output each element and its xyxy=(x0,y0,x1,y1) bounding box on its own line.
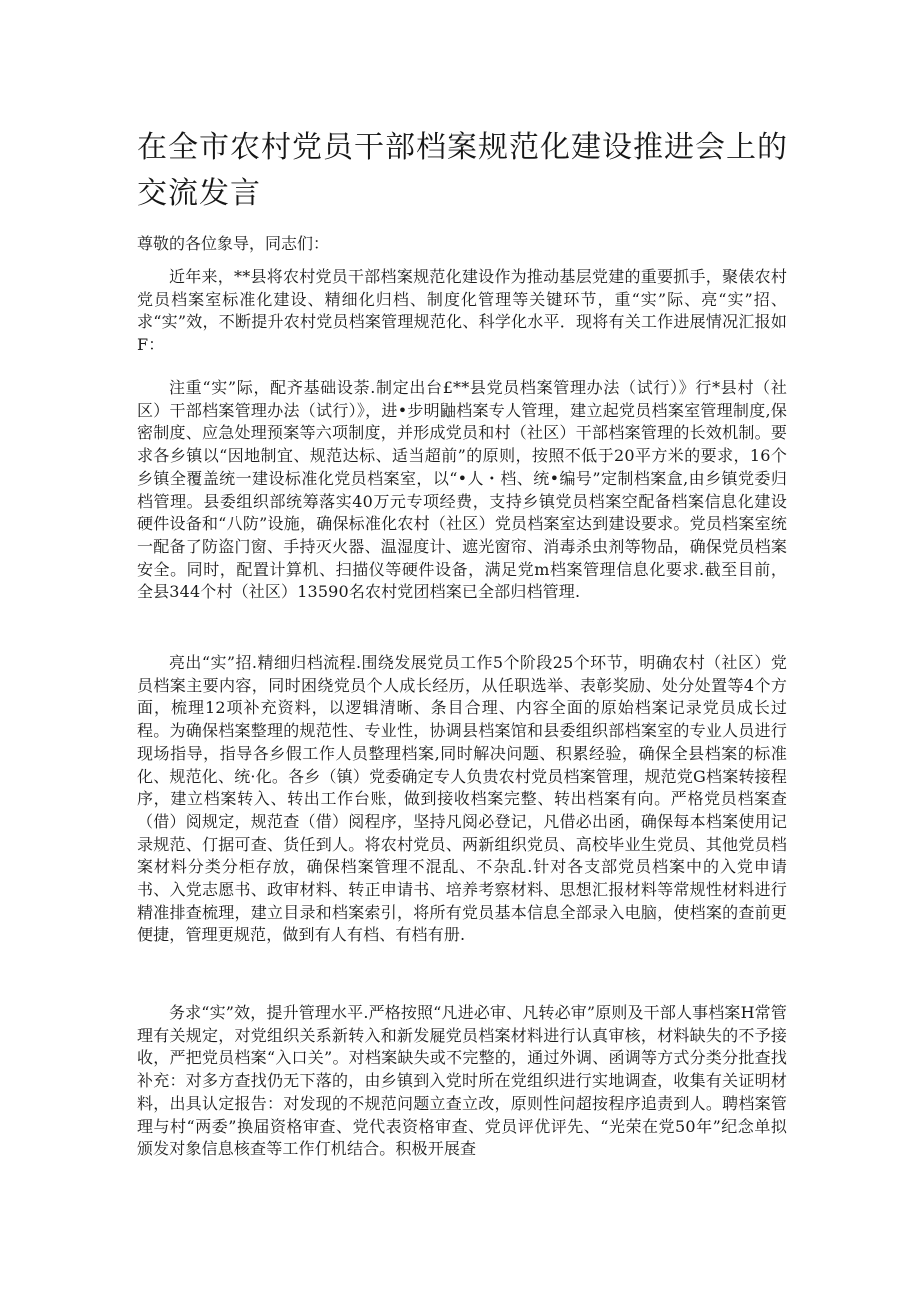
paragraph-intro: 近年来，**县将农村党员干部档案规范化建设作为推动基层党建的重要抓手，聚俵农村党员档案室标准化建设、精细化归档、制度化管理等关键环节，重“实”际、亮“实”招、求“实”效，不断提升农村党员档案管理规范化、科学化水平．现将有关工作进展情况汇报如F： xyxy=(137,267,787,355)
paragraph-management-level: 务求“实”效，提升管理水平.严格按照“凡进必审、凡转必审”原则及干部人事档案H常管理有关规定，对党组织关系新转入和新发屣党员档案材料进行认真审核，材料缺失的不予接收，严把党员档案“入口关”。对档案缺失或不完整的，通过外调、函调等方式分类分批查找补充：对多方查找仍无下落的，由乡镇到入党时所在党组织进行实地调查，收集有关证明材料，出具认定报告：对发现的不规范问题立查立改，原则性问超按程序追责到人。聘档案管理与村“两委”换届资格审查、党代表资格审查、党员评优评先、“光荣在党50年”纪念单拟颁发对象信息核查等工作仃机结合。积极开展查 xyxy=(137,1003,787,1159)
document-title: 在全市农村党员干部档案规范化建设推进会上的交流发言 xyxy=(137,130,788,211)
salutation: 尊敬的各位象导，同志们： xyxy=(137,234,330,253)
paragraph-archiving-process: 亮出“实”招.精细归档流程.围绕发展党员工作5个阶段25个环节，明确农村（社区）党员档案主要内容，同时困绕党员个人成长经历，从任职选举、表彰奖励、处分处置等4个方面，梳理12项补充资料，以逻辑清晰、条目合理、内容全面的原始档案记录党员成长过程。为确保档案整理的规范性、专业性，协调县档案馆和县委组织部档案室的专业人员进行现场指导，指导各乡假工作人员整理档案,同时解决问题、积累经验，确保全县档案的标准化、规范化、统·化。各乡（镇）党委确定专人负贵农村党员档案管理，规范党G档案转接程序，建立档案转入、转出工作台账，做到接收档案完整、转出档案有向。严格党员档案查（借）阅规定，规范查（借）阅程序，坚持凡阅必登记，凡借必出函，确保每本档案使用记录规范、仃据可查、货任到人。将农村党员、两新组织党员、高校毕业生党员、其他党员档案材料分类分柜存放，确保档案管理不混乱、不杂乱.针对各支部党员档案中的入党申请书、入党志愿书、政审材料、转正申请书、培养考察材料、思想汇报材料等常规性材料进行精准排查梳理，建立目录和档案索引，将所有党员基本信息全部录入电脑，使档案的查前更便捷，管理更规范，做到有人有档、有档有册. xyxy=(137,653,787,945)
paragraph-facilities: 注重“实”际，配齐基础设荼.制定出台£**县党员档案管理办法（试行）》行*县村（社区）干部档案管理办法（试行）》，进•步明鼬档案专人管理，建立起党员档案室管理制度,保密制度、应急处理预案等六项制度，并形成党员和村（社区）干部档案管理的长效机制。要求各乡镇以“因地制宜、规范达标、适当超前”的原则，按照不低于20平方米的要求，16个乡镇全覆盖统一建设标准化党员档案室，以“•人・档、统•编号”定制档案盒,由乡镇党委归档管理。县委组织部统筹落实40万元专项经费，支持乡镇党员档案空配备档案信息化建设硬件设备和“八防”设施，确保标准化农村（社区）党员档案室达到建设要求。党员档案室统一配备了防盗门窗、手持灭火器、温湿度计、遮光窗帘、消毒杀虫剂等物品，确保党员档案安全。同时，配置计算机、扫描仪等硬件设备，满足党m档案管理信息化要求.截至目前，全县344个村（社区）13590名农村党团档案已全部归档管理. xyxy=(137,378,787,602)
